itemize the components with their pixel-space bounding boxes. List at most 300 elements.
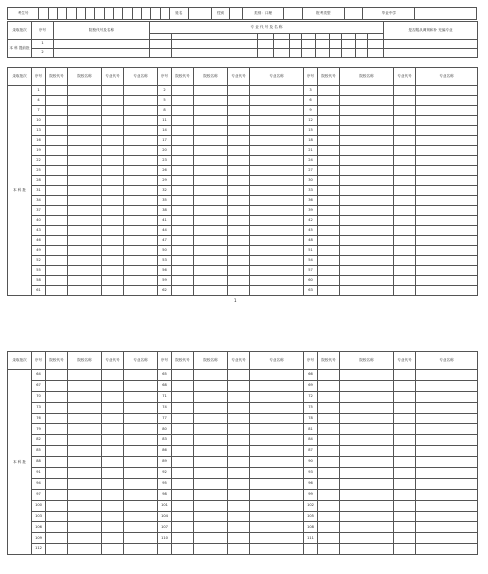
- school-name-field[interactable]: [340, 106, 394, 116]
- exam-no-digit[interactable]: [123, 8, 132, 20]
- school-name-field[interactable]: [68, 256, 102, 266]
- major-code-field[interactable]: [102, 402, 124, 413]
- school-name-field[interactable]: [194, 126, 228, 136]
- early-major-field[interactable]: [356, 40, 368, 49]
- major-name-field[interactable]: [124, 500, 158, 511]
- school-code-field[interactable]: [318, 236, 340, 246]
- school-code-field[interactable]: [172, 146, 194, 156]
- major-name-field[interactable]: [416, 126, 478, 136]
- school-name-field[interactable]: [68, 246, 102, 256]
- school-name-field[interactable]: [194, 276, 228, 286]
- major-name-field[interactable]: [416, 186, 478, 196]
- major-code-field[interactable]: [394, 500, 416, 511]
- major-name-field[interactable]: [124, 435, 158, 446]
- school-name-field[interactable]: [194, 236, 228, 246]
- school-code-field[interactable]: [172, 457, 194, 468]
- school-code-field[interactable]: [172, 511, 194, 522]
- school-name-field[interactable]: [194, 166, 228, 176]
- school-name-field[interactable]: [194, 522, 228, 533]
- school-code-field[interactable]: [46, 86, 68, 96]
- school-code-field[interactable]: [172, 413, 194, 424]
- school-name-field[interactable]: [194, 86, 228, 96]
- school-name-field[interactable]: [340, 156, 394, 166]
- school-code-field[interactable]: [172, 126, 194, 136]
- exam-no-digit[interactable]: [141, 8, 150, 20]
- major-name-field[interactable]: [250, 544, 304, 555]
- school-code-field[interactable]: [46, 402, 68, 413]
- major-name-field[interactable]: [124, 370, 158, 381]
- major-name-field[interactable]: [416, 478, 478, 489]
- school-name-field[interactable]: [340, 96, 394, 106]
- major-code-field[interactable]: [228, 489, 250, 500]
- major-name-field[interactable]: [124, 522, 158, 533]
- major-name-field[interactable]: [250, 435, 304, 446]
- school-code-field[interactable]: [318, 256, 340, 266]
- school-code-field[interactable]: [318, 176, 340, 186]
- school-code-field[interactable]: [172, 116, 194, 126]
- major-code-field[interactable]: [394, 457, 416, 468]
- major-name-field[interactable]: [250, 276, 304, 286]
- school-code-field[interactable]: [46, 413, 68, 424]
- school-code-field[interactable]: [318, 276, 340, 286]
- school-code-field[interactable]: [172, 226, 194, 236]
- major-code-field[interactable]: [228, 266, 250, 276]
- major-code-field[interactable]: [102, 424, 124, 435]
- school-name-field[interactable]: [340, 446, 394, 457]
- school-name-field[interactable]: [340, 522, 394, 533]
- school-name-field[interactable]: [194, 511, 228, 522]
- major-name-field[interactable]: [416, 435, 478, 446]
- major-name-field[interactable]: [416, 380, 478, 391]
- early-major-field[interactable]: [274, 40, 290, 49]
- major-code-field[interactable]: [394, 266, 416, 276]
- major-name-field[interactable]: [416, 446, 478, 457]
- major-name-field[interactable]: [124, 511, 158, 522]
- major-code-field[interactable]: [228, 276, 250, 286]
- major-name-field[interactable]: [124, 186, 158, 196]
- school-code-field[interactable]: [46, 136, 68, 146]
- major-code-field[interactable]: [228, 402, 250, 413]
- school-code-field[interactable]: [172, 186, 194, 196]
- major-code-field[interactable]: [228, 186, 250, 196]
- major-name-field[interactable]: [250, 136, 304, 146]
- major-code-field[interactable]: [394, 86, 416, 96]
- major-name-field[interactable]: [124, 146, 158, 156]
- major-code-field[interactable]: [102, 206, 124, 216]
- major-code-field[interactable]: [394, 186, 416, 196]
- major-code-field[interactable]: [394, 413, 416, 424]
- school-name-field[interactable]: [194, 544, 228, 555]
- early-adjust-field[interactable]: [384, 49, 478, 58]
- school-code-field[interactable]: [318, 435, 340, 446]
- school-name-field[interactable]: [340, 236, 394, 246]
- school-code-field[interactable]: [46, 446, 68, 457]
- major-name-field[interactable]: [250, 146, 304, 156]
- school-code-field[interactable]: [46, 478, 68, 489]
- school-name-field[interactable]: [340, 126, 394, 136]
- major-code-field[interactable]: [228, 86, 250, 96]
- major-code-field[interactable]: [102, 413, 124, 424]
- school-name-field[interactable]: [68, 86, 102, 96]
- school-code-field[interactable]: [46, 286, 68, 296]
- major-code-field[interactable]: [394, 446, 416, 457]
- major-name-field[interactable]: [416, 156, 478, 166]
- major-name-field[interactable]: [250, 236, 304, 246]
- major-code-field[interactable]: [394, 236, 416, 246]
- major-code-field[interactable]: [228, 544, 250, 555]
- major-name-field[interactable]: [124, 286, 158, 296]
- school-name-field[interactable]: [340, 186, 394, 196]
- school-name-field[interactable]: [340, 146, 394, 156]
- school-code-field[interactable]: [172, 256, 194, 266]
- major-code-field[interactable]: [394, 522, 416, 533]
- school-name-field[interactable]: [340, 176, 394, 186]
- school-code-field[interactable]: [46, 216, 68, 226]
- major-name-field[interactable]: [250, 226, 304, 236]
- major-code-field[interactable]: [102, 533, 124, 544]
- major-name-field[interactable]: [416, 256, 478, 266]
- early-major-field[interactable]: [342, 40, 356, 49]
- school-code-field[interactable]: [172, 86, 194, 96]
- major-code-field[interactable]: [394, 286, 416, 296]
- major-code-field[interactable]: [394, 544, 416, 555]
- early-major-field[interactable]: [316, 40, 330, 49]
- school-name-field[interactable]: [68, 522, 102, 533]
- major-code-field[interactable]: [394, 96, 416, 106]
- major-code-field[interactable]: [102, 391, 124, 402]
- school-code-field[interactable]: [318, 446, 340, 457]
- early-major-field[interactable]: [172, 49, 258, 58]
- school-code-field[interactable]: [46, 522, 68, 533]
- exam-no-digit[interactable]: [67, 8, 76, 20]
- major-name-field[interactable]: [250, 166, 304, 176]
- major-code-field[interactable]: [228, 500, 250, 511]
- exam-no-digit[interactable]: [76, 8, 85, 20]
- school-name-field[interactable]: [68, 511, 102, 522]
- major-code-field[interactable]: [394, 533, 416, 544]
- school-code-field[interactable]: [46, 196, 68, 206]
- school-code-field[interactable]: [46, 166, 68, 176]
- school-code-field[interactable]: [46, 106, 68, 116]
- major-name-field[interactable]: [124, 136, 158, 146]
- major-name-field[interactable]: [250, 478, 304, 489]
- major-code-field[interactable]: [228, 424, 250, 435]
- early-major-field[interactable]: [368, 40, 384, 49]
- major-code-field[interactable]: [102, 106, 124, 116]
- major-code-field[interactable]: [394, 106, 416, 116]
- school-name-field[interactable]: [194, 370, 228, 381]
- school-name-field[interactable]: [68, 126, 102, 136]
- major-name-field[interactable]: [124, 446, 158, 457]
- major-name-field[interactable]: [124, 266, 158, 276]
- school-code-field[interactable]: [318, 86, 340, 96]
- major-name-field[interactable]: [416, 402, 478, 413]
- school-name-field[interactable]: [68, 544, 102, 555]
- major-name-field[interactable]: [124, 246, 158, 256]
- major-code-field[interactable]: [394, 511, 416, 522]
- school-code-field[interactable]: [46, 176, 68, 186]
- school-name-field[interactable]: [68, 413, 102, 424]
- major-name-field[interactable]: [250, 380, 304, 391]
- name-field[interactable]: [188, 8, 211, 20]
- major-code-field[interactable]: [102, 522, 124, 533]
- major-name-field[interactable]: [250, 196, 304, 206]
- school-name-field[interactable]: [194, 286, 228, 296]
- school-code-field[interactable]: [172, 216, 194, 226]
- major-name-field[interactable]: [124, 468, 158, 479]
- major-code-field[interactable]: [102, 86, 124, 96]
- major-code-field[interactable]: [102, 156, 124, 166]
- school-code-field[interactable]: [46, 435, 68, 446]
- school-code-field[interactable]: [318, 500, 340, 511]
- school-code-field[interactable]: [46, 246, 68, 256]
- school-name-field[interactable]: [340, 402, 394, 413]
- school-code-field[interactable]: [172, 424, 194, 435]
- major-code-field[interactable]: [228, 391, 250, 402]
- school-name-field[interactable]: [68, 116, 102, 126]
- major-name-field[interactable]: [124, 457, 158, 468]
- major-name-field[interactable]: [416, 413, 478, 424]
- school-code-field[interactable]: [46, 116, 68, 126]
- major-code-field[interactable]: [394, 402, 416, 413]
- school-code-field[interactable]: [318, 478, 340, 489]
- school-code-field[interactable]: [46, 96, 68, 106]
- major-name-field[interactable]: [416, 176, 478, 186]
- exam-no-digit[interactable]: [132, 8, 141, 20]
- early-major-field[interactable]: [172, 40, 258, 49]
- major-code-field[interactable]: [228, 116, 250, 126]
- major-name-field[interactable]: [250, 216, 304, 226]
- major-code-field[interactable]: [228, 136, 250, 146]
- school-name-field[interactable]: [340, 391, 394, 402]
- school-code-field[interactable]: [46, 370, 68, 381]
- major-code-field[interactable]: [102, 435, 124, 446]
- school-code-field[interactable]: [46, 156, 68, 166]
- major-code-field[interactable]: [228, 146, 250, 156]
- major-name-field[interactable]: [416, 236, 478, 246]
- major-name-field[interactable]: [124, 478, 158, 489]
- school-code-field[interactable]: [318, 391, 340, 402]
- school-name-field[interactable]: [340, 435, 394, 446]
- school-code-field[interactable]: [318, 156, 340, 166]
- major-name-field[interactable]: [416, 86, 478, 96]
- school-name-field[interactable]: [340, 226, 394, 236]
- school-code-field[interactable]: [172, 236, 194, 246]
- major-code-field[interactable]: [228, 533, 250, 544]
- school-name-field[interactable]: [194, 468, 228, 479]
- school-code-field[interactable]: [318, 226, 340, 236]
- school-name-field[interactable]: [68, 166, 102, 176]
- school-name-field[interactable]: [194, 246, 228, 256]
- school-code-field[interactable]: [318, 544, 340, 555]
- school-name-field[interactable]: [68, 380, 102, 391]
- school-name-field[interactable]: [68, 236, 102, 246]
- major-code-field[interactable]: [102, 286, 124, 296]
- school-code-field[interactable]: [318, 246, 340, 256]
- major-name-field[interactable]: [250, 522, 304, 533]
- major-code-field[interactable]: [102, 380, 124, 391]
- school-name-field[interactable]: [68, 226, 102, 236]
- school-name-field[interactable]: [68, 266, 102, 276]
- major-code-field[interactable]: [228, 176, 250, 186]
- school-name-field[interactable]: [340, 256, 394, 266]
- school-name-field[interactable]: [340, 511, 394, 522]
- school-name-field[interactable]: [68, 446, 102, 457]
- major-code-field[interactable]: [228, 435, 250, 446]
- school-code-field[interactable]: [318, 216, 340, 226]
- school-name-field[interactable]: [68, 106, 102, 116]
- major-name-field[interactable]: [250, 106, 304, 116]
- major-name-field[interactable]: [416, 226, 478, 236]
- school-name-field[interactable]: [68, 468, 102, 479]
- major-code-field[interactable]: [228, 216, 250, 226]
- early-major-field[interactable]: [258, 49, 274, 58]
- major-name-field[interactable]: [124, 276, 158, 286]
- major-name-field[interactable]: [416, 522, 478, 533]
- major-code-field[interactable]: [394, 435, 416, 446]
- exam-no-digit[interactable]: [48, 8, 57, 20]
- major-code-field[interactable]: [102, 544, 124, 555]
- major-name-field[interactable]: [250, 457, 304, 468]
- school-code-field[interactable]: [318, 186, 340, 196]
- major-code-field[interactable]: [394, 489, 416, 500]
- school-code-field[interactable]: [318, 206, 340, 216]
- school-code-field[interactable]: [318, 146, 340, 156]
- school-code-field[interactable]: [172, 544, 194, 555]
- major-code-field[interactable]: [394, 424, 416, 435]
- school-code-field[interactable]: [46, 276, 68, 286]
- school-code-field[interactable]: [46, 146, 68, 156]
- school-name-field[interactable]: [340, 544, 394, 555]
- school-code-field[interactable]: [172, 156, 194, 166]
- school-name-field[interactable]: [68, 500, 102, 511]
- school-code-field[interactable]: [172, 206, 194, 216]
- school-name-field[interactable]: [340, 468, 394, 479]
- major-code-field[interactable]: [394, 126, 416, 136]
- school-name-field[interactable]: [194, 266, 228, 276]
- major-code-field[interactable]: [228, 478, 250, 489]
- major-name-field[interactable]: [250, 286, 304, 296]
- early-major-field[interactable]: [150, 49, 172, 58]
- exam-no-digit[interactable]: [85, 8, 94, 20]
- school-name-field[interactable]: [68, 96, 102, 106]
- school-code-field[interactable]: [318, 457, 340, 468]
- school-name-field[interactable]: [68, 196, 102, 206]
- major-code-field[interactable]: [102, 166, 124, 176]
- major-name-field[interactable]: [124, 156, 158, 166]
- school-name-field[interactable]: [194, 424, 228, 435]
- early-major-field[interactable]: [302, 40, 316, 49]
- exam-no-digit[interactable]: [113, 8, 122, 20]
- major-name-field[interactable]: [416, 457, 478, 468]
- major-name-field[interactable]: [250, 96, 304, 106]
- school-code-field[interactable]: [318, 511, 340, 522]
- major-name-field[interactable]: [250, 86, 304, 96]
- major-name-field[interactable]: [124, 226, 158, 236]
- early-adjust-field[interactable]: [384, 40, 478, 49]
- school-code-field[interactable]: [172, 136, 194, 146]
- major-code-field[interactable]: [228, 106, 250, 116]
- school-name-field[interactable]: [194, 489, 228, 500]
- school-code-field[interactable]: [318, 402, 340, 413]
- school-name-field[interactable]: [194, 435, 228, 446]
- major-code-field[interactable]: [228, 236, 250, 246]
- major-name-field[interactable]: [250, 206, 304, 216]
- school-code-field[interactable]: [46, 266, 68, 276]
- school-name-field[interactable]: [68, 186, 102, 196]
- school-name-field[interactable]: [68, 457, 102, 468]
- school-code-field[interactable]: [318, 286, 340, 296]
- school-name-field[interactable]: [194, 186, 228, 196]
- school-name-field[interactable]: [194, 206, 228, 216]
- school-code-field[interactable]: [172, 176, 194, 186]
- school-code-field[interactable]: [172, 166, 194, 176]
- school-name-field[interactable]: [340, 478, 394, 489]
- major-code-field[interactable]: [102, 500, 124, 511]
- major-name-field[interactable]: [416, 468, 478, 479]
- major-code-field[interactable]: [228, 166, 250, 176]
- major-name-field[interactable]: [250, 370, 304, 381]
- major-code-field[interactable]: [394, 391, 416, 402]
- school-code-field[interactable]: [46, 236, 68, 246]
- school-code-field[interactable]: [318, 468, 340, 479]
- school-name-field[interactable]: [340, 457, 394, 468]
- major-name-field[interactable]: [124, 106, 158, 116]
- school-name-field[interactable]: [340, 136, 394, 146]
- major-code-field[interactable]: [102, 126, 124, 136]
- major-code-field[interactable]: [102, 96, 124, 106]
- school-code-field[interactable]: [46, 457, 68, 468]
- major-name-field[interactable]: [416, 489, 478, 500]
- school-name-field[interactable]: [340, 196, 394, 206]
- school-code-field[interactable]: [172, 106, 194, 116]
- major-name-field[interactable]: [250, 511, 304, 522]
- major-code-field[interactable]: [228, 522, 250, 533]
- major-name-field[interactable]: [250, 413, 304, 424]
- school-name-field[interactable]: [194, 96, 228, 106]
- major-code-field[interactable]: [102, 511, 124, 522]
- major-code-field[interactable]: [102, 146, 124, 156]
- school-code-field[interactable]: [172, 468, 194, 479]
- major-name-field[interactable]: [416, 533, 478, 544]
- major-name-field[interactable]: [416, 391, 478, 402]
- major-name-field[interactable]: [416, 276, 478, 286]
- school-code-field[interactable]: [172, 196, 194, 206]
- major-code-field[interactable]: [394, 246, 416, 256]
- school-name-field[interactable]: [340, 246, 394, 256]
- school-code-field[interactable]: [46, 380, 68, 391]
- major-name-field[interactable]: [124, 424, 158, 435]
- major-name-field[interactable]: [416, 246, 478, 256]
- school-name-field[interactable]: [68, 370, 102, 381]
- school-name-field[interactable]: [68, 216, 102, 226]
- apply-type-field[interactable]: [284, 8, 303, 20]
- school-name-field[interactable]: [194, 413, 228, 424]
- school-code-field[interactable]: [46, 391, 68, 402]
- major-name-field[interactable]: [416, 424, 478, 435]
- major-code-field[interactable]: [102, 256, 124, 266]
- major-code-field[interactable]: [394, 166, 416, 176]
- school-name-field[interactable]: [194, 533, 228, 544]
- school-name-field[interactable]: [340, 206, 394, 216]
- major-name-field[interactable]: [124, 489, 158, 500]
- school-name-field[interactable]: [194, 146, 228, 156]
- major-code-field[interactable]: [394, 380, 416, 391]
- major-code-field[interactable]: [228, 468, 250, 479]
- school-code-field[interactable]: [46, 126, 68, 136]
- major-code-field[interactable]: [394, 256, 416, 266]
- major-code-field[interactable]: [102, 276, 124, 286]
